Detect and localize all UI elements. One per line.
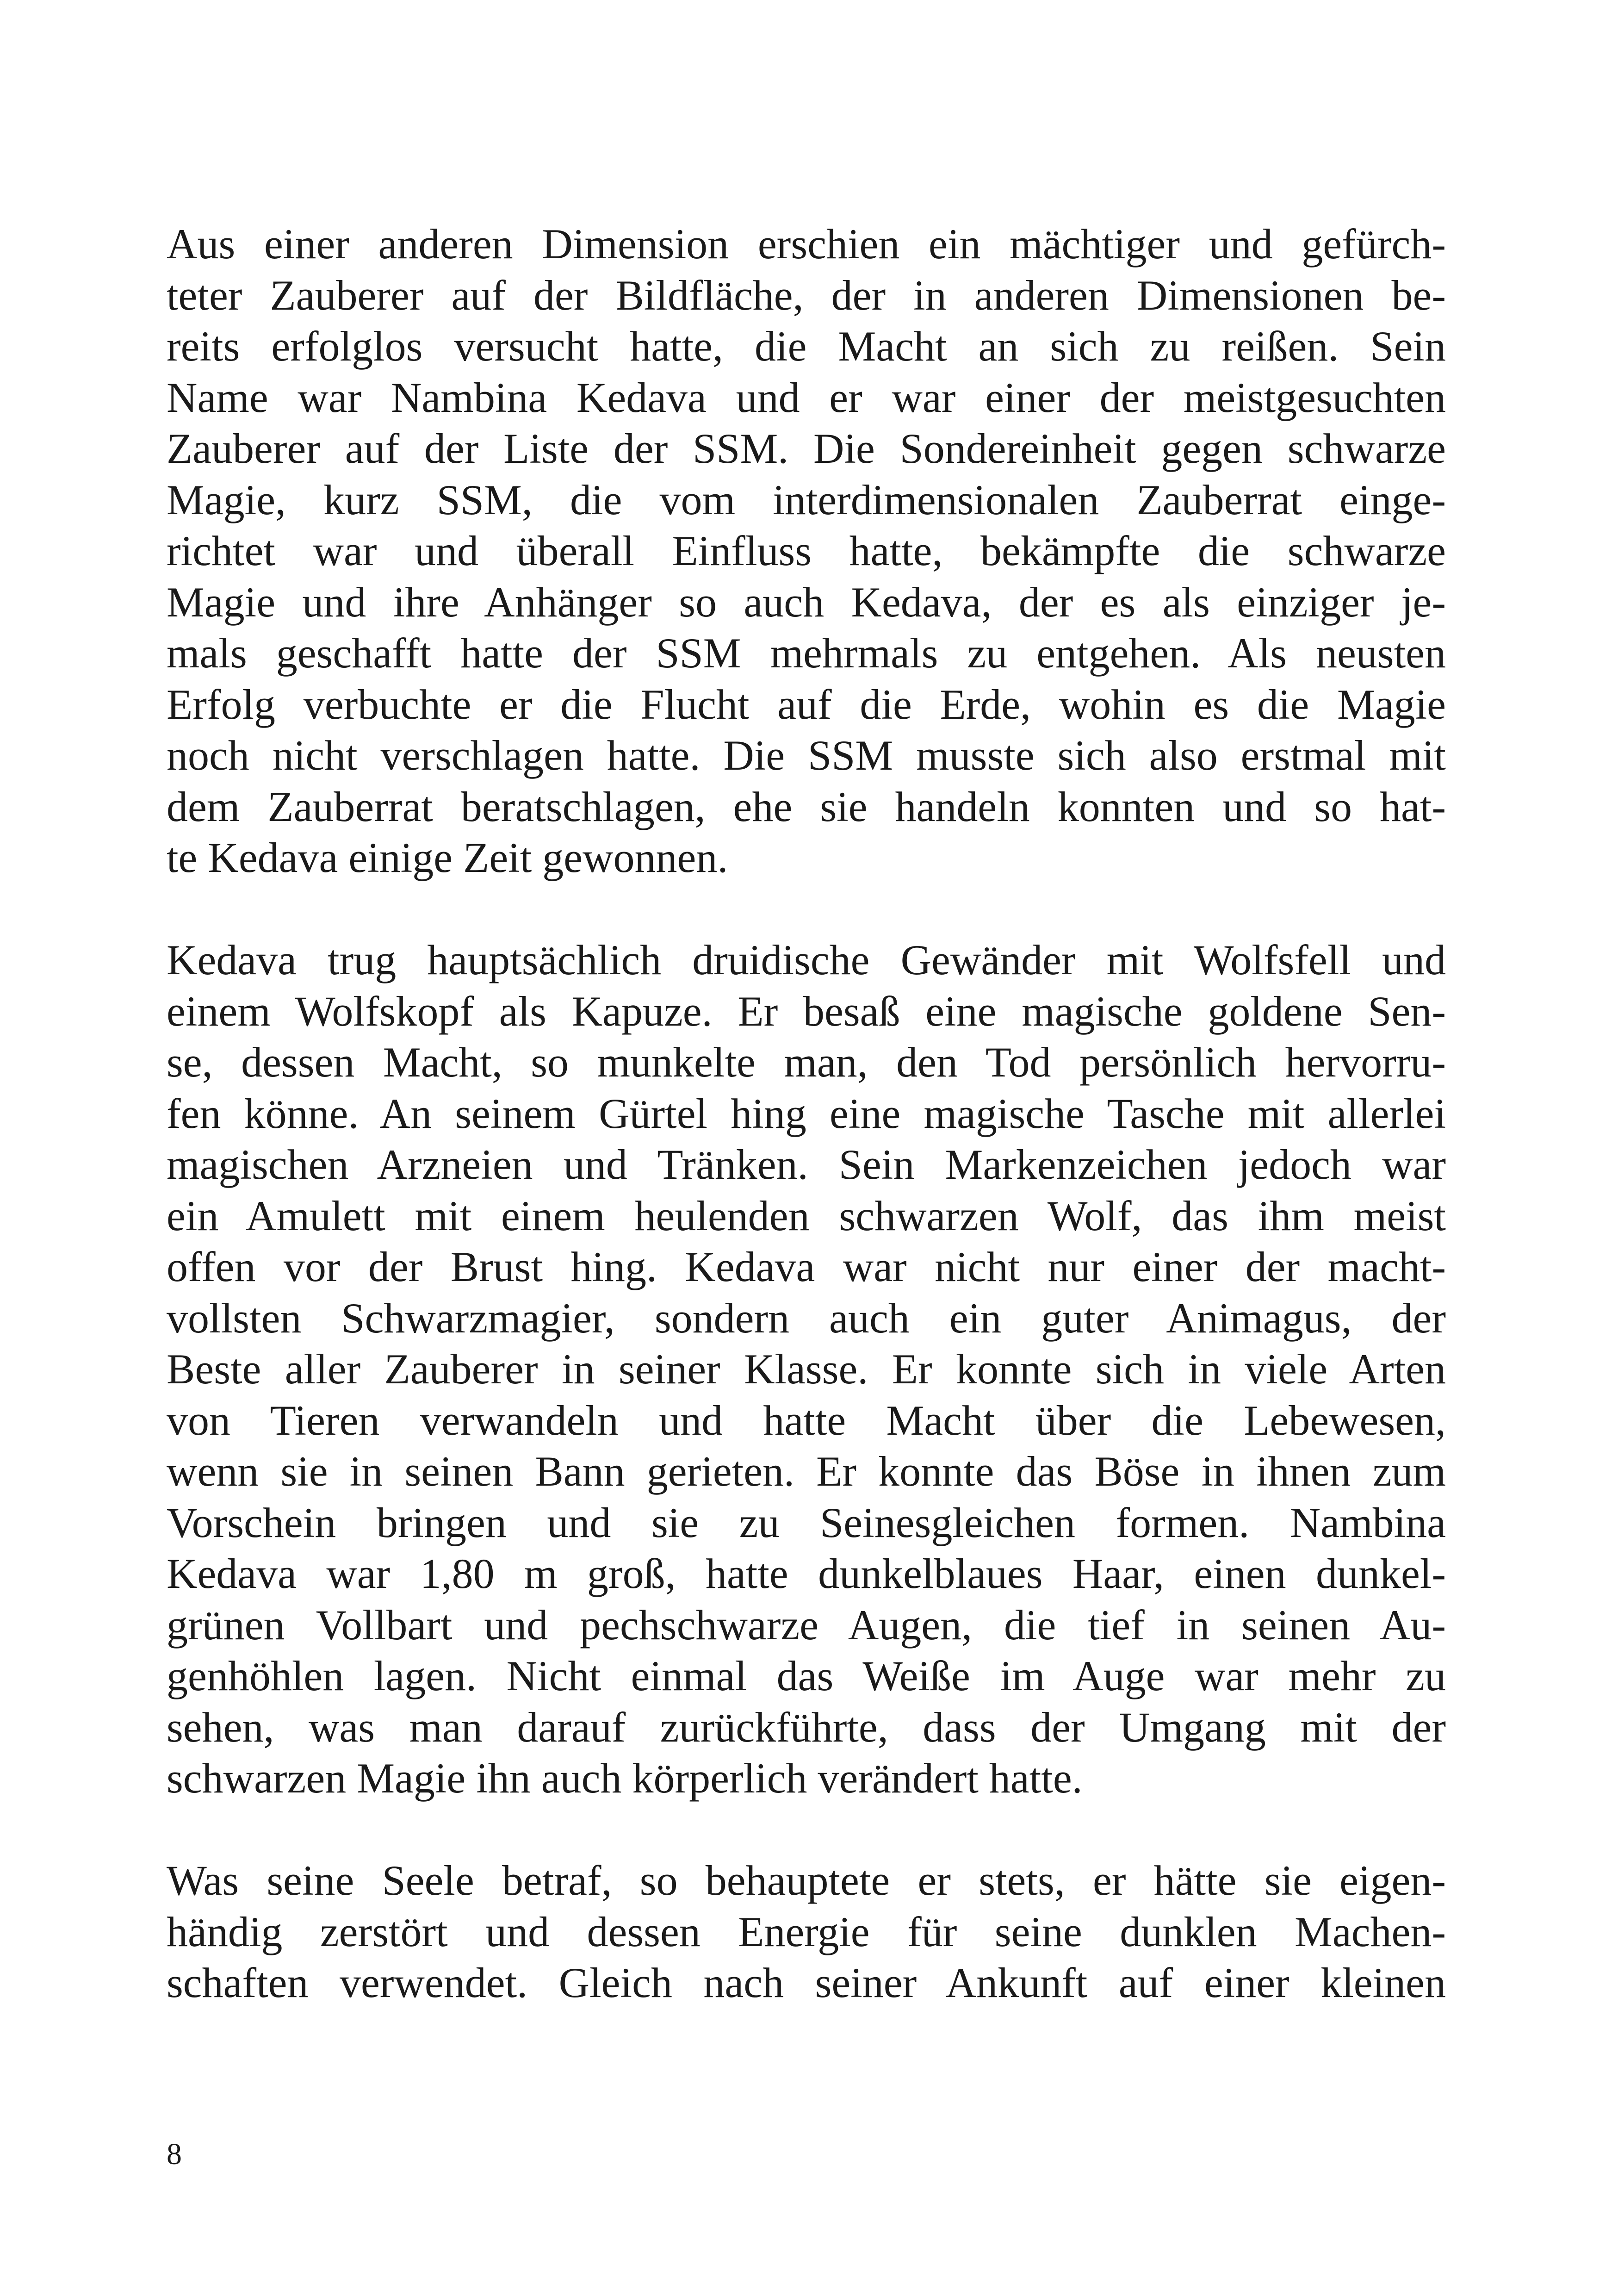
text-line: händig zerstört und dessen Energie für seine dunklen Machen-: [167, 1908, 1446, 1955]
paragraph-spacer: [167, 884, 1446, 935]
text-line: mals geschafft hatte der SSM mehrmals zu entgehen. Als neusten: [167, 629, 1446, 677]
text-line: Kedava war 1,80 m groß, hatte dunkelblaues Haar, einen dunkel-: [167, 1550, 1446, 1597]
text-line: sehen, was man darauf zurückführte, dass der Umgang mit der: [167, 1703, 1446, 1751]
text-line: Kedava trug hauptsächlich druidische Gewänder mit Wolfsfell und: [167, 936, 1446, 983]
text-line: Name war Nambina Kedava und er war einer der meistgesuchten: [167, 373, 1446, 421]
paragraph-3: [167, 1855, 1446, 2009]
paragraph-spacer: [167, 1804, 1446, 1855]
text-line: genhöhlen lagen. Nicht einmal das Weiße im Auge war mehr zu: [167, 1652, 1446, 1699]
text-line: offen vor der Brust hing. Kedava war nicht nur einer der macht-: [167, 1243, 1446, 1290]
text-line: Beste aller Zauberer in seiner Klasse. Er konnte sich in viele Arten: [167, 1345, 1446, 1393]
text-line: fen könne. An seinem Gürtel hing eine magische Tasche mit allerlei: [167, 1089, 1446, 1137]
text-line: Zauberer auf der Liste der SSM. Die Sondereinheit gegen schwarze: [167, 425, 1446, 472]
paragraph-1: [167, 218, 1446, 884]
text-line: einem Wolfskopf als Kapuze. Er besaß eine magische goldene Sen-: [167, 987, 1446, 1035]
text-line: schaften verwendet. Gleich nach seiner Ankunft auf einer kleinen: [167, 1959, 1446, 2006]
text-line: Erfolg verbuchte er die Flucht auf die Erde, wohin es die Magie: [167, 680, 1446, 728]
text-line: noch nicht verschlagen hatte. Die SSM musste sich also erstmal mit: [167, 732, 1446, 779]
text-line: wenn sie in seinen Bann gerieten. Er konnte das Böse in ihnen zum: [167, 1448, 1446, 1495]
text-line: magischen Arzneien und Tränken. Sein Markenzeichen jedoch war: [167, 1141, 1446, 1188]
text-line: von Tieren verwandeln und hatte Macht über die Lebewesen,: [167, 1396, 1446, 1444]
text-line: dem Zauberrat beratschlagen, ehe sie handeln konnten und so hat-: [167, 783, 1446, 830]
text-line: se, dessen Macht, so munkelte man, den Tod persönlich hervorru-: [167, 1039, 1446, 1086]
text-line: te Kedava einige Zeit gewonnen.: [167, 834, 728, 881]
text-line: schwarzen Magie ihn auch körperlich verändert hatte.: [167, 1755, 1083, 1802]
page-number: 8: [167, 2137, 182, 2171]
text-line: reits erfolglos versucht hatte, die Macht an sich zu reißen. Sein: [167, 323, 1446, 370]
text-line: Aus einer anderen Dimension erschien ein mächtiger und gefürch-: [167, 220, 1446, 268]
text-line: Magie, kurz SSM, die vom interdimensionalen Zauberrat einge-: [167, 476, 1446, 523]
text-line: richtet war und überall Einfluss hatte, bekämpfte die schwarze: [167, 527, 1446, 574]
text-line: Vorschein bringen und sie zu Seinesgleichen formen. Nambina: [167, 1499, 1446, 1546]
text-line: grünen Vollbart und pechschwarze Augen, die tief in seinen Au-: [167, 1601, 1446, 1649]
text-line: vollsten Schwarzmagier, sondern auch ein guter Animagus, der: [167, 1294, 1446, 1342]
text-line: Was seine Seele betraf, so behauptete er stets, er hätte sie eigen-: [167, 1857, 1446, 1904]
text-line: teter Zauberer auf der Bildfläche, der in anderen Dimensionen be-: [167, 271, 1446, 319]
body-text: [167, 218, 1446, 2009]
text-line: ein Amulett mit einem heulenden schwarzen Wolf, das ihm meist: [167, 1192, 1446, 1239]
paragraph-2: [167, 934, 1446, 1804]
text-line: Magie und ihre Anhänger so auch Kedava, der es als einziger je-: [167, 578, 1446, 626]
